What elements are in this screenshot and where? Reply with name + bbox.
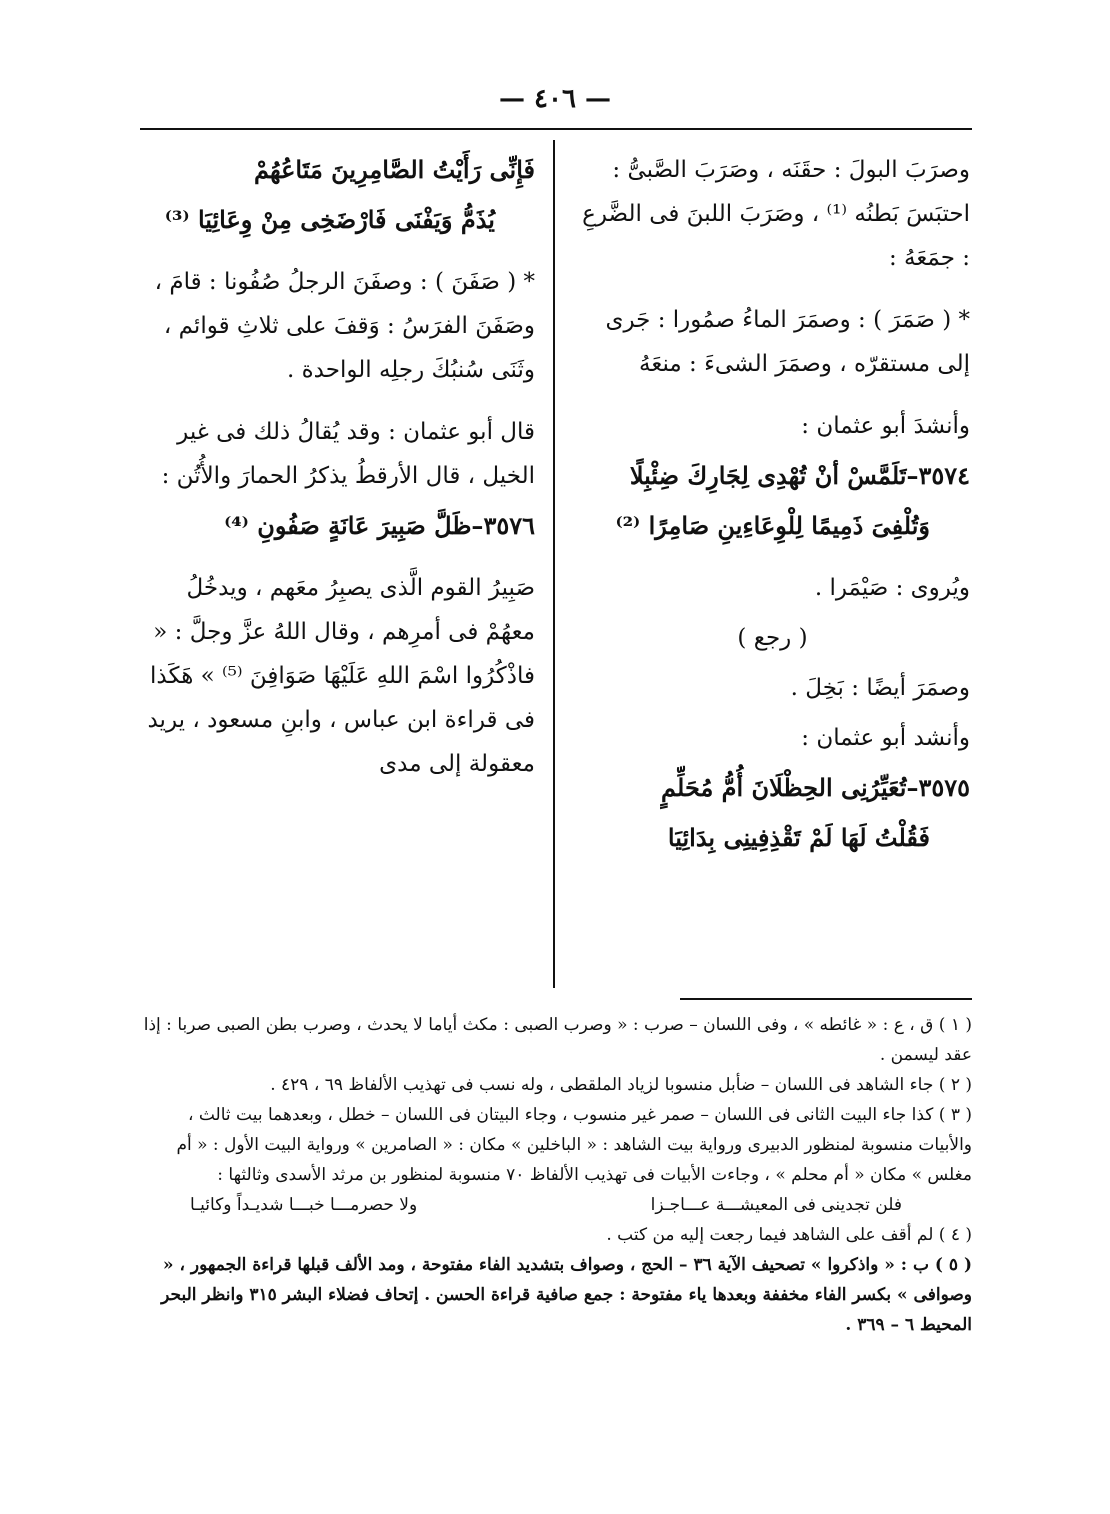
verse-line: فَإِنِّى رَأَيْتُ الصَّامِرِينَ مَتَاعُهُمْ bbox=[254, 155, 535, 184]
entry-safana: * ( صَفَنَ ) : وصفَنَ الرجلُ صُفُونا : قامَ ، وصَفَنَ الفرَسُ : وَقفَ على ثلاثِ قوائم ، وثَنَى سُنبُكَ رجلِه الواحدة . bbox=[154, 269, 535, 383]
verse-line: ٣٥٧٥–تُعَيِّرُنِى الحِظْلَانَ أُمُّ مُحَلِّمٍ bbox=[661, 773, 970, 802]
verse-line: فَقُلْتُ لَهَا لَمْ تَقْذِفِينِى بِدَائِيَا bbox=[667, 823, 930, 852]
verse-hemistich: ولا حصرمـــا خبـــا شديـداً وكائيـا bbox=[190, 1195, 418, 1215]
verse-line: ٣٥٧٦–ظَلَّ صَبِيرَ عَانَةٍ صَفُونِ ⁽⁴⁾ bbox=[224, 511, 535, 540]
verse-hemistich: فلن تجدينى فى المعيشـــة عـــاجـزا bbox=[650, 1195, 902, 1215]
entry-samara: * ( صَمَرَ ) : وصمَرَ الماءُ صمُورا : جَرى إلى مستقرّه ، وصمَرَ الشىءَ : منعَهُ bbox=[605, 307, 970, 377]
paragraph: وأنشد أبو عثمان : bbox=[801, 725, 970, 751]
paragraph: وأنشدَ أبو عثمان : bbox=[801, 413, 970, 439]
section-marker: ( رجع ) bbox=[737, 625, 808, 651]
footnotes bbox=[140, 1010, 972, 1340]
verse-line: ٣٥٧٤–تَلَمَّسْ أنْ تُهْدِى لِجَارِكَ ضِئْبِلًا bbox=[629, 461, 970, 490]
footnote-rule bbox=[680, 998, 972, 1000]
footnote: ( ٥ ) ب : « واذكروا » تصحيف الآية ٣٦ – الحج ، وصواف بتشديد الفاء مفتوحة ، ومد الألف قبلها قراءة الجمهور ، « وصوافى » بكسر الفاء مخففة وبعدها ياء مفتوحة : جمع صافية قراءة الحسن . إتحاف فضلاء البشر ٣١٥ وانظر البحر المحيط ٦ – ٣٦٩ . bbox=[161, 1255, 972, 1335]
footnote: ( ١ ) ق ، ع : « غائطه » ، وفى اللسان – صرب : « وصرب الصبى : مكث أياما لا يحدث ، وصرب بطن الصبى صربا : إذا عقد ليسمن . bbox=[143, 1015, 972, 1065]
footnote: ( ٢ ) جاء الشاهد فى اللسان – ضأبل منسوبا لزياد الملقطى ، وله نسب فى تهذيب الألفاظ ٦٩ ، ٤٢٩ . bbox=[270, 1075, 972, 1095]
column-divider bbox=[553, 140, 555, 988]
page-number: — ٤٠٦ — bbox=[498, 84, 612, 114]
left-column bbox=[140, 148, 535, 792]
right-column bbox=[575, 148, 970, 866]
verse-line: يُذَمُّ وَيَفْنَى فَارْضَخِى مِنْ وِعَائِيَا ⁽³⁾ bbox=[164, 205, 495, 234]
footnote: ( ٤ ) لم أقف على الشاهد فيما رجعت إليه من كتب . bbox=[606, 1225, 972, 1245]
header-rule bbox=[140, 128, 972, 130]
verse-line: وَتُلْفِىَ ذَمِيمًا لِلْوِعَاءِينِ صَامِرًا ⁽²⁾ bbox=[615, 511, 930, 540]
paragraph: وصمَرَ أيضًا : بَخِلَ . bbox=[790, 675, 970, 701]
paragraph: وصرَبَ البولَ : حقَنَه ، وصَرَبَ الصَّبىُّ : احتبَسَ بَطنُه ⁽¹⁾ ، وصَرَبَ اللبنَ فى الضَّرعِ : جمَعَهُ : bbox=[582, 157, 970, 271]
footnote-verse bbox=[140, 1190, 972, 1220]
paragraph: ويُروى : صَيْمَرا . bbox=[814, 575, 970, 601]
paragraph: صَبِيرُ القوم الَّذى يصبِرُ معَهم ، ويدخُلُ معهُمْ فى أمرِهم ، وقال اللهُ عزَّ وجلَّ : « فاذْكُرُوا اسْمَ اللهِ عَلَيْهَا صَوَافِنَ ⁽⁵⁾ » هَكَذا فى قراءة ابن عباس ، وابنِ مسعود ، يريد معقولة إلى مدى bbox=[147, 575, 535, 777]
paragraph: قال أبو عثمان : وقد يُقالُ ذلك فى غير الخيل ، قال الأرقطُ يذكرُ الحمارَ والأُتُن : bbox=[161, 419, 535, 489]
footnote: ( ٣ ) كذا جاء البيت الثانى فى اللسان – صمر غير منسوب ، وجاء البيتان فى اللسان – خطل ، وبعدهما بيت ثالث ، والأبيات منسوبة لمنظور الدبيرى ورواية بيت الشاهد : « الباخلين » مكان : « الصامرين » ورواية البيت الأول : « أم مغلس » مكان « أم محلم » ، وجاءت الأبيات فى تهذيب الألفاظ ٧٠ منسوبة لمنظور بن مرثد الأسدى وثالثها : bbox=[176, 1105, 972, 1185]
